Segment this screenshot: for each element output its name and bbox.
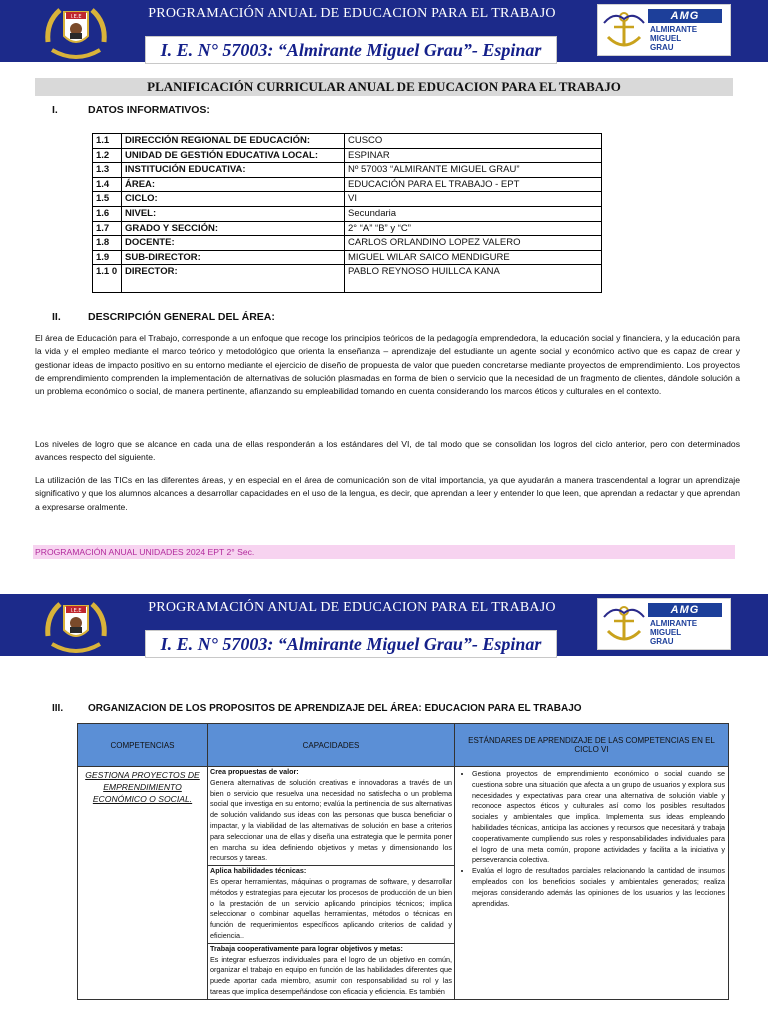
info-number: 1.3 bbox=[93, 163, 122, 178]
program-title: PROGRAMACIÓN ANUAL DE EDUCACION PARA EL TRABAJO bbox=[148, 6, 556, 21]
info-number: 1.9 bbox=[93, 250, 122, 265]
table-row bbox=[93, 134, 602, 149]
info-number: 1.8 bbox=[93, 236, 122, 251]
competency-table bbox=[77, 723, 729, 1000]
seal-text: I.E.E bbox=[70, 14, 82, 20]
info-label: ÁREA: bbox=[122, 177, 345, 192]
table-row bbox=[93, 265, 602, 293]
anchor-icon bbox=[602, 9, 646, 51]
standard-item: • Evalúa el logro de resultados parciales relacionando la cantidad de insumos empleados con los beneficios sociales y ambientales generados; realiza mejoras considerando además las opiniones de los usuarios y las lecciones aprendidas. bbox=[472, 866, 725, 909]
section-3-title: ORGANIZACION DE LOS PROPOSITOS DE APRENDIZAJE DEL ÁREA: EDUCACION PARA EL TRABAJO bbox=[88, 703, 582, 714]
seal-text: I.E.E bbox=[70, 608, 82, 614]
amg-line-2: MIGUEL bbox=[650, 628, 682, 637]
competency-cell bbox=[78, 767, 208, 1000]
planning-title: PLANIFICACIÓN CURRICULAR ANUAL DE EDUCACION PARA EL TRABAJO bbox=[35, 78, 733, 96]
section-2-number: II. bbox=[52, 311, 61, 323]
table-row bbox=[93, 192, 602, 207]
capacity-block bbox=[208, 866, 454, 944]
info-value: 2° “A” “B” y “C” bbox=[345, 221, 602, 236]
school-seal-icon bbox=[40, 2, 112, 64]
table-row bbox=[78, 767, 729, 1000]
capacities-cell bbox=[208, 767, 455, 1000]
info-value: Nº 57003 “ALMIRANTE MIGUEL GRAU” bbox=[345, 163, 602, 178]
info-value: Secundaria bbox=[345, 206, 602, 221]
amg-logo-title: AMG bbox=[648, 603, 722, 617]
info-label: NIVEL: bbox=[122, 206, 345, 221]
school-seal-icon bbox=[40, 596, 112, 658]
table-row bbox=[93, 177, 602, 192]
amg-line-1: ALMIRANTE bbox=[650, 619, 698, 628]
competency-name: GESTIONA PROYECTOS DE EMPRENDIMIENTO ECONÓMICO O SOCIAL. bbox=[85, 770, 200, 804]
info-number: 1.7 bbox=[93, 221, 122, 236]
info-value: EDUCACIÓN PARA EL TRABAJO - EPT bbox=[345, 177, 602, 192]
amg-line-2: MIGUEL bbox=[650, 34, 682, 43]
table-row bbox=[93, 250, 602, 265]
page-2 bbox=[0, 594, 768, 656]
amg-line-3: GRAU bbox=[650, 43, 674, 52]
standards-cell bbox=[455, 767, 729, 1000]
area-description-paragraph: El área de Educación para el Trabajo, corresponde a un enfoque que recoge los principios teóricos de la pedagogía emprendedora, la educación social y financiera, y la educación para la vida y el empleo mediante el marco teórico y metodológico que orienta la enseñanza – aprendizaje del estudiante un agente social y económico activo que es capaz de crear y gestionar ideas de impacto positivo en su entorno mediante el ejercicio de diseño de propuesta de valor que pueden concretarse mediante proyectos de emprendimiento. Los proyectos de emprendimiento comprenden la implementación de alternativas de solución plasmadas en forma de bien o servicio que la necesidad de un fragmento de clientes, dándole solución a un problema económico o social, de manera pertinente, afianzando su empleabilidad tomando en cuenta considerando los marcos éticos y culturales en el contexto. bbox=[35, 333, 740, 397]
info-number: 1.6 bbox=[93, 206, 122, 221]
info-label: GRADO Y SECCIÓN: bbox=[122, 221, 345, 236]
info-label: SUB-DIRECTOR: bbox=[122, 250, 345, 265]
info-value: CARLOS ORLANDINO LOPEZ VALERO bbox=[345, 236, 602, 251]
amg-logo bbox=[597, 4, 731, 56]
capacity-block bbox=[208, 944, 454, 999]
standard-item: • Gestiona proyectos de emprendimiento económico o social cuando se cuestiona sobre una situación que afecta a un grupo de usuarios y explora sus necesidades y expectativas para crear una alternativa de solución viable y reconoce aspectos éticos y culturales así como los posibles resultados sociales y ambientales que implica. Implementa sus ideas empleando habilidades técnicas, anticipa las acciones y recursos que necesitará y trabaja cooperativamente cumpliendo sus roles y responsabilidades individuales para el logro de una meta común, propone actividades y facilita a la iniciativa y perseverancia colectiva. bbox=[472, 769, 725, 866]
header-band bbox=[0, 0, 768, 62]
table-row bbox=[93, 148, 602, 163]
header-competencias: COMPETENCIAS bbox=[78, 724, 208, 767]
amg-line-1: ALMIRANTE bbox=[650, 25, 698, 34]
section-3-heading bbox=[52, 703, 582, 714]
info-label: DOCENTE: bbox=[122, 236, 345, 251]
capacity-block bbox=[208, 767, 454, 866]
capacity-text: Es integrar esfuerzos individuales para el logro de un objetivo en común, organizar el trabajo en equipo en función de las habilidades diferentes que puede aportar cada miembro, asumir con responsabilidad su rol y las tareas que implica desempeñándose con eficacia y eficiencia. Es también bbox=[210, 954, 452, 996]
section-1-heading bbox=[52, 104, 210, 116]
school-name: I. E. N° 57003: “Almirante Miguel Grau”- Espinar bbox=[145, 630, 557, 658]
header-estandares: ESTÁNDARES DE APRENDIZAJE DE LAS COMPETENCIAS EN EL CICLO VI bbox=[455, 724, 729, 767]
info-label: CICLO: bbox=[122, 192, 345, 207]
info-value: VI bbox=[345, 192, 602, 207]
capacity-title: Aplica habilidades técnicas: bbox=[210, 866, 307, 876]
anchor-icon bbox=[602, 603, 646, 645]
standards-list bbox=[458, 769, 725, 909]
amg-logo-subtitle bbox=[650, 619, 697, 646]
program-title: PROGRAMACIÓN ANUAL DE EDUCACION PARA EL TRABAJO bbox=[148, 600, 556, 615]
capacity-text: Es operar herramientas, máquinas o programas de software, y desarrollar métodos y estrategias para ejecutar los procesos de producción de un bien o la prestación de un servicio aplicando principios técnicos; implica seleccionar o combinar aquellas herramientas, métodos o técnicas en función de requerimientos específicos aplicando criterios de calidad y eficiencia.. bbox=[210, 876, 452, 940]
section-1-number: I. bbox=[52, 104, 58, 116]
section-3-number: III. bbox=[52, 703, 64, 714]
achievement-levels-paragraph: Los niveles de logro que se alcance en cada una de ellas responderán a los estándares del VI, de tal modo que se consolidan los logros del ciclo anterior, pero con determinados avances respecto del siguiente. bbox=[35, 439, 740, 463]
info-label: INSTITUCIÓN EDUCATIVA: bbox=[122, 163, 345, 178]
info-value: MIGUEL WILAR SAICO MENDIGURE bbox=[345, 250, 602, 265]
capacity-title: Trabaja cooperativamente para lograr objetivos y metas: bbox=[210, 943, 403, 953]
table-row bbox=[93, 206, 602, 221]
amg-logo-title: AMG bbox=[648, 9, 722, 23]
info-value: CUSCO bbox=[345, 134, 602, 149]
info-value: PABLO REYNOSO HUILLCA KANA bbox=[345, 265, 602, 293]
capacity-title: Crea propuestas de valor: bbox=[210, 767, 299, 776]
header-capacidades: CAPACIDADES bbox=[208, 724, 455, 767]
school-name: I. E. N° 57003: “Almirante Miguel Grau”- Espinar bbox=[145, 36, 557, 64]
section-2-title: DESCRIPCIÓN GENERAL DEL ÁREA: bbox=[88, 311, 275, 323]
table-row bbox=[93, 221, 602, 236]
amg-logo-subtitle bbox=[650, 25, 697, 52]
info-label: DIRECCIÓN REGIONAL DE EDUCACIÓN: bbox=[122, 134, 345, 149]
table-row bbox=[93, 236, 602, 251]
tics-paragraph: La utilización de las TICs en las diferentes áreas, y en especial en el área de comunicación son de vital importancia, ya que ayudarán a manera trascendental a lograr un aprendizaje significativo y que los alumnos alcances a desarrollar capacidades en el uso de la lengua, es decir, que aprendan a leer y entender lo que leen, que aprendan a redactar y que aprendan a expresarse oralmente. bbox=[35, 475, 740, 512]
info-number: 1.1 bbox=[93, 134, 122, 149]
info-label: DIRECTOR: bbox=[122, 265, 345, 293]
section-2-heading bbox=[52, 311, 275, 323]
header-band-2 bbox=[0, 594, 768, 656]
info-value: ESPINAR bbox=[345, 148, 602, 163]
table-row bbox=[93, 163, 602, 178]
info-table bbox=[92, 133, 602, 293]
footer-label: PROGRAMACIÓN ANUAL UNIDADES 2024 EPT 2° Sec. bbox=[33, 545, 735, 559]
info-number: 1.1 0 bbox=[93, 265, 122, 293]
section-1-title: DATOS INFORMATIVOS: bbox=[88, 104, 210, 116]
info-number: 1.4 bbox=[93, 177, 122, 192]
amg-logo bbox=[597, 598, 731, 650]
info-number: 1.5 bbox=[93, 192, 122, 207]
amg-line-3: GRAU bbox=[650, 637, 674, 646]
capacity-text: Genera alternativas de solución creativas e innovadoras a través de un bien o servicio que resuelva una necesidad no satisfecha o un problema social que investiga en su entorno; evalúa la pertinencia de sus alternativas de solución validando sus ideas con las personas que busca beneficiar o impactar, y la viabilidad de las alternativas de solución en base a criterios para seleccionar una de ellas y diseña una estrategia que le permita poner en marcha su idea definiendo objetivos y metas y dimensionando los recursos y tareas. bbox=[210, 777, 452, 863]
info-number: 1.2 bbox=[93, 148, 122, 163]
info-label: UNIDAD DE GESTIÓN EDUCATIVA LOCAL: bbox=[122, 148, 345, 163]
